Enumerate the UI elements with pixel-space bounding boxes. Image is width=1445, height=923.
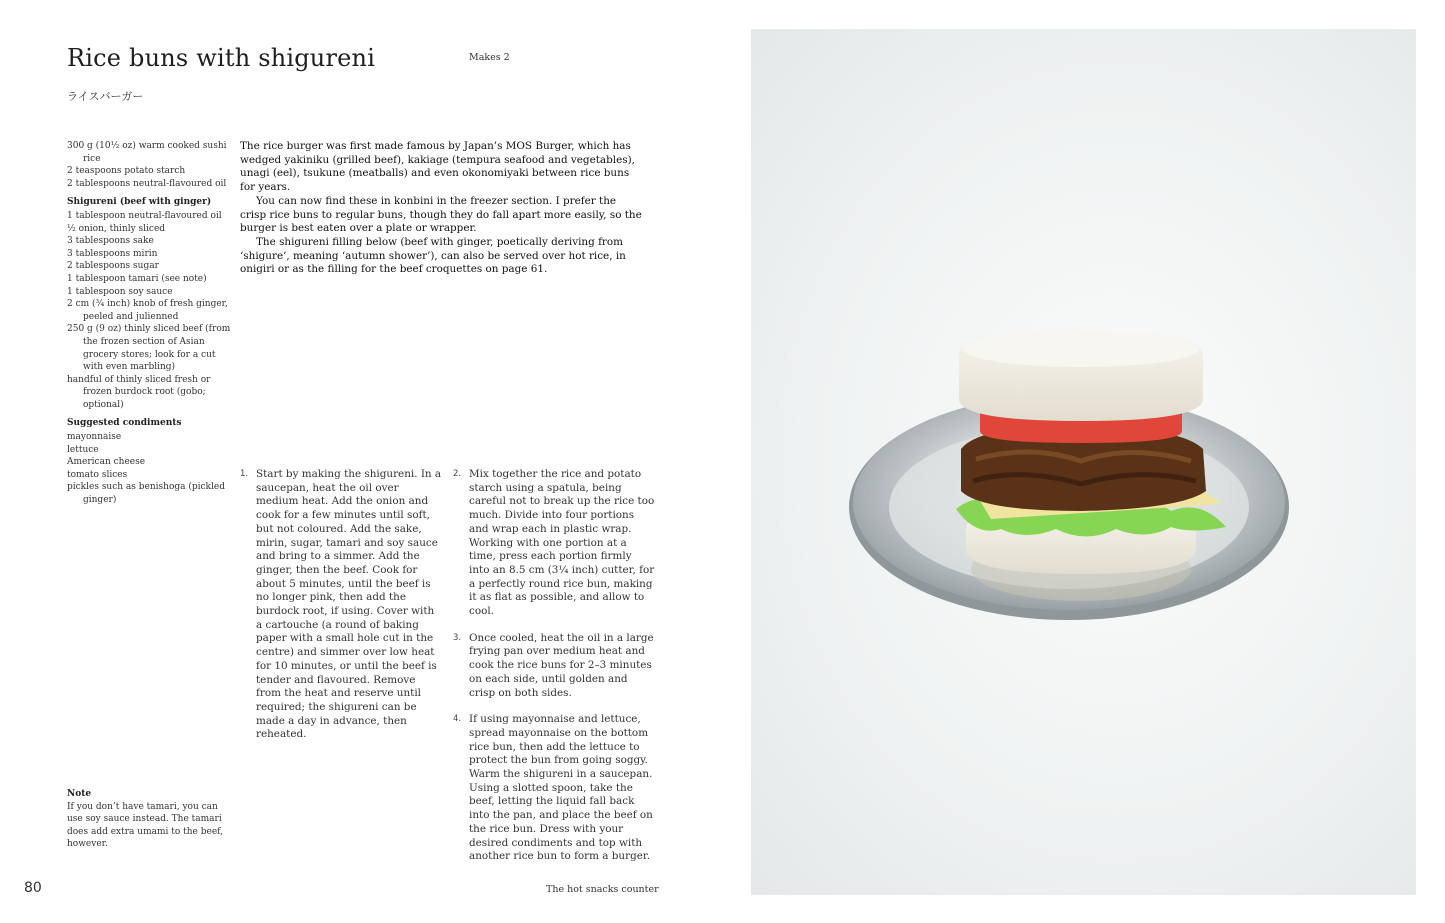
intro-paragraph: The rice burger was first made famous by Japan’s MOS Burger, which has wedged yakiniku (grilled beef), kakiage (tempura seafood and vegetables), unagi (eel), tsukune (meatballs) and even okonomiyaki between rice buns for years. (240, 140, 635, 194)
ingredient-item: 250 g (9 oz) thinly sliced beef (from the frozen section of Asian grocery stores; look for a cut with even marbling) (67, 324, 231, 373)
step-number: 2. (453, 469, 462, 479)
ingredient-item: ½ onion, thinly sliced (67, 223, 166, 234)
recipe-title: Rice buns with shigureni (67, 44, 376, 72)
top-bun-surface (963, 331, 1199, 367)
method-column-2 (453, 468, 655, 877)
step-text: If using mayonnaise and lettuce, spread mayonnaise on the bottom rice bun, then add the lettuce to protect the bun from going soggy. Warm the shigureni in a saucepan. Using a slotted spoon, take the beef, letting the liquid fall back into the pan, and place the beef on the rice bun. Dress with your desired condiments and top with another rice bun to form a burger. (469, 713, 653, 863)
note-text: If you don’t have tamari, you can use soy sauce instead. The tamari does add extra umami to the beef, however. (67, 801, 224, 850)
step-number: 1. (240, 469, 249, 479)
ingredients-heading-shigureni: Shigureni (beef with ginger) (67, 197, 212, 208)
method-step (453, 632, 655, 701)
ingredients-heading-condiments: Suggested condiments (67, 418, 182, 429)
step-number: 3. (453, 632, 462, 643)
page-number: 80 (24, 880, 42, 896)
method-column-1 (240, 468, 442, 755)
ingredient-item: 2 tablespoons neutral-flavoured oil (67, 178, 227, 189)
recipe-yield: Makes 2 (469, 52, 510, 63)
step-number: 4. (453, 714, 462, 725)
recipe-note (67, 788, 232, 851)
ingredient-item: 3 tablespoons sake (67, 236, 154, 247)
ingredient-item: handful of thinly sliced fresh or frozen burdock root (gobo; optional) (67, 374, 211, 410)
method-step (453, 713, 655, 864)
ingredients-main (67, 140, 237, 190)
method-step (240, 468, 442, 742)
condiment-item: American cheese (67, 457, 146, 468)
condiment-item: mayonnaise (67, 432, 122, 443)
intro-paragraph: You can now find these in konbini in the freezer section. I prefer the crisp rice buns to regular buns, though they do fall apart more easily, so the burger is best eaten over a plate or wrapper. (240, 194, 642, 235)
rice-burger-photo (751, 29, 1416, 895)
recipe-title-japanese: ライスバーガー (67, 90, 144, 103)
step-text: Mix together the rice and potato starch using a spatula, being careful not to break up the rice too much. Divide into four portions and wrap each in plastic wrap. Working with one portion at a time, press each portion firmly into an 8.5 cm (3¼ inch) cutter, for a perfectly round rice bun, making it as flat as possible, and allow to cool. (469, 468, 655, 618)
ingredient-item: 1 tablespoon tamari (see note) (67, 273, 207, 284)
intro-paragraph: The shigureni filling below (beef with ginger, poetically deriving from ‘shigure’, meaning ‘autumn shower’), can also be served over hot rice, in onigiri or as the filling for the beef croquettes on page 61. (240, 235, 626, 276)
ingredient-item: 2 teaspoons potato starch (67, 166, 186, 177)
ingredients-condiments (67, 431, 237, 507)
ingredient-item: 1 tablespoon neutral-flavoured oil (67, 210, 222, 221)
condiment-item: tomato slices (67, 469, 128, 480)
ingredients-shigureni (67, 210, 237, 412)
step-text: Once cooled, heat the oil in a large frying pan over medium heat and cook the rice buns for 2–3 minutes on each side, until golden and crisp on both sides. (469, 631, 654, 699)
ingredient-item: 3 tablespoons mirin (67, 248, 158, 259)
left-page (0, 0, 720, 923)
ingredient-item: 2 cm (¾ inch) knob of fresh ginger, peeled and julienned (67, 299, 228, 322)
ingredient-item: 2 tablespoons sugar (67, 261, 159, 272)
condiment-item: pickles such as benishoga (pickled ginger) (67, 482, 225, 506)
ingredient-item: 300 g (10½ oz) warm cooked sushi rice (67, 141, 227, 164)
recipe-introduction (240, 140, 645, 277)
ingredients-list (67, 140, 237, 507)
condiment-item: lettuce (67, 444, 99, 455)
step-text: Start by making the shigureni. In a saucepan, heat the oil over medium heat. Add the onion and cook for a few minutes until soft, but not coloured. Add the sake, mirin, sugar, tamari and soy sauce and bring to a simmer. Add the ginger, then the beef. Cook for about 5 minutes, until the beef is no longer pink, then add the burdock root, if using. Cover with a cartouche (a round of baking paper with a small hole cut in the centre) and simmer over low heat for 10 minutes, or until the beef is tender and flavoured. Remove from the heat and reserve until required; the shigureni can be made a day in advance, then reheated. (256, 468, 442, 741)
rice-burger-illustration (751, 29, 1416, 895)
section-footer: The hot snacks counter (546, 884, 659, 895)
note-label: Note (67, 789, 92, 799)
method-step (453, 468, 655, 619)
ingredient-item: 1 tablespoon soy sauce (67, 286, 173, 297)
